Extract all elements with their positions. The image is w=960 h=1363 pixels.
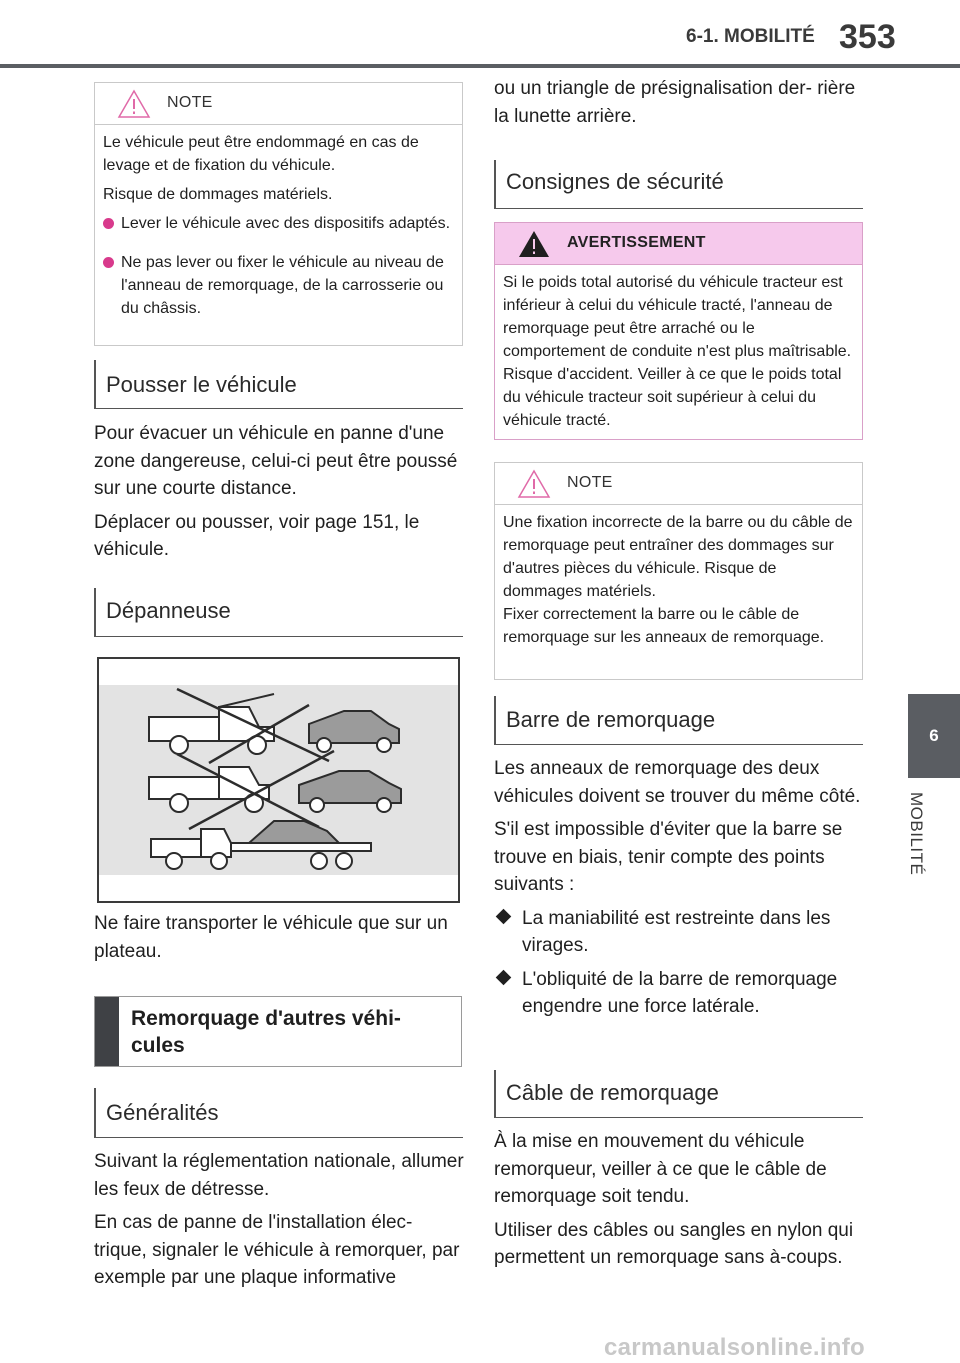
section-title: 6-1. MOBILITÉ [686, 26, 815, 47]
section-heading: Généralités [94, 1088, 463, 1138]
diamond-bullet-icon [496, 908, 512, 924]
body-text: ou un triangle de présignalisation der- rière la lunette arrière. [494, 78, 856, 127]
list-item: La maniabilité est restreinte dans les virages. [494, 905, 864, 960]
section-heading: Dépanneuse [94, 588, 463, 637]
warning-triangle-outline-icon [517, 468, 551, 500]
note-box [494, 462, 863, 680]
section-heading: Câble de remorquage [494, 1070, 863, 1118]
warning-header [495, 223, 862, 265]
note-header [95, 83, 462, 125]
warning-text: Si le poids total autorisé du véhicule tracteur est inférieur à celui du véhicule tracté, l'anneau de remorquage peut être arraché ou le comportement de conduite n'est plus maîtrisable. Risque d'accident. Veiller à ce que le poids total du véhicule tracteur soit supérieur à celui du véhicule tracté. [503, 274, 852, 429]
bullet-dot-icon [103, 257, 114, 268]
chapter-heading-text: Remorquage d'autres véhi- cules [131, 1007, 401, 1057]
note-header [495, 463, 862, 505]
body-text: À la mise en mouvement du véhicule remorqueur, veiller à ce que le câble de remorquage soit tendu. Utiliser des câbles ou sangles en nylon qui permettent un remorquage sans à-coups. [494, 1131, 854, 1268]
body-text: Suivant la réglementation nationale, allumer les feux de détresse. En cas de panne de l'installation élec- trique, signaler le véhicule à remorquer, par exemple par une plaque informative [94, 1151, 464, 1288]
bullet-dot-icon [103, 218, 114, 229]
section-heading: Barre de remorquage [494, 696, 863, 745]
body-text: Les anneaux de remorquage des deux véhicules doivent se trouver du même côté. S'il est impossible d'éviter que la barre se trouve en biais, tenir compte des points suivants : La maniabilité est restreinte dans les virages. L'obliquité de la barre de remorquage engendre une force latérale. [494, 755, 864, 1027]
header-rule [0, 64, 960, 68]
heading-bar [95, 997, 119, 1066]
section-heading: Consignes de sécurité [494, 160, 863, 209]
note-title: NOTE [167, 94, 213, 111]
note-text: Le véhicule peut être endommagé en cas de levage et de fixation du véhicule. [103, 134, 419, 174]
warning-triangle-outline-icon [117, 88, 151, 120]
list-item: L'obliquité de la barre de remorquage engendre une force latérale. [494, 966, 864, 1021]
warning-title: AVERTISSEMENT [567, 234, 706, 251]
note-text: Une fixation incorrecte de la barre ou du câble de remorquage peut entraîner des dommages sur d'autres pièces du véhicule. Risque de dommages matériels. [503, 514, 853, 600]
note-text: Fixer correctement la barre ou le câble de remorquage sur les anneaux de remorquage. [503, 606, 825, 646]
section-heading: Pousser le véhicule [94, 360, 463, 409]
chapter-heading [94, 996, 462, 1067]
warning-triangle-filled-icon [517, 228, 551, 260]
note-text: Risque de dommages matériels. [103, 186, 333, 203]
watermark: carmanualsonline.info [604, 1334, 866, 1361]
page-number: 353 [839, 18, 896, 56]
diamond-bullet-icon [496, 969, 512, 985]
chapter-tab[interactable]: 6 [908, 694, 960, 778]
tow-truck-illustration [97, 657, 460, 903]
warning-box [494, 222, 863, 440]
body-text: Pour évacuer un véhicule en panne d'une zone dangereuse, celui-ci peut être poussé sur une courte distance. Déplacer ou pousser, voir page 151, le véhicule. [94, 423, 458, 560]
note-bullet: Ne pas lever ou fixer le véhicule au niveau de l'anneau de remorquage, de la carrosserie ou du châssis. [103, 251, 454, 320]
chapter-label: MOBILITÉ [907, 792, 926, 876]
note-title: NOTE [567, 474, 613, 491]
body-text: Ne faire transporter le véhicule que sur un plateau. [94, 913, 448, 962]
note-box [94, 82, 463, 346]
note-bullet: Lever le véhicule avec des dispositifs adaptés. [103, 212, 454, 235]
